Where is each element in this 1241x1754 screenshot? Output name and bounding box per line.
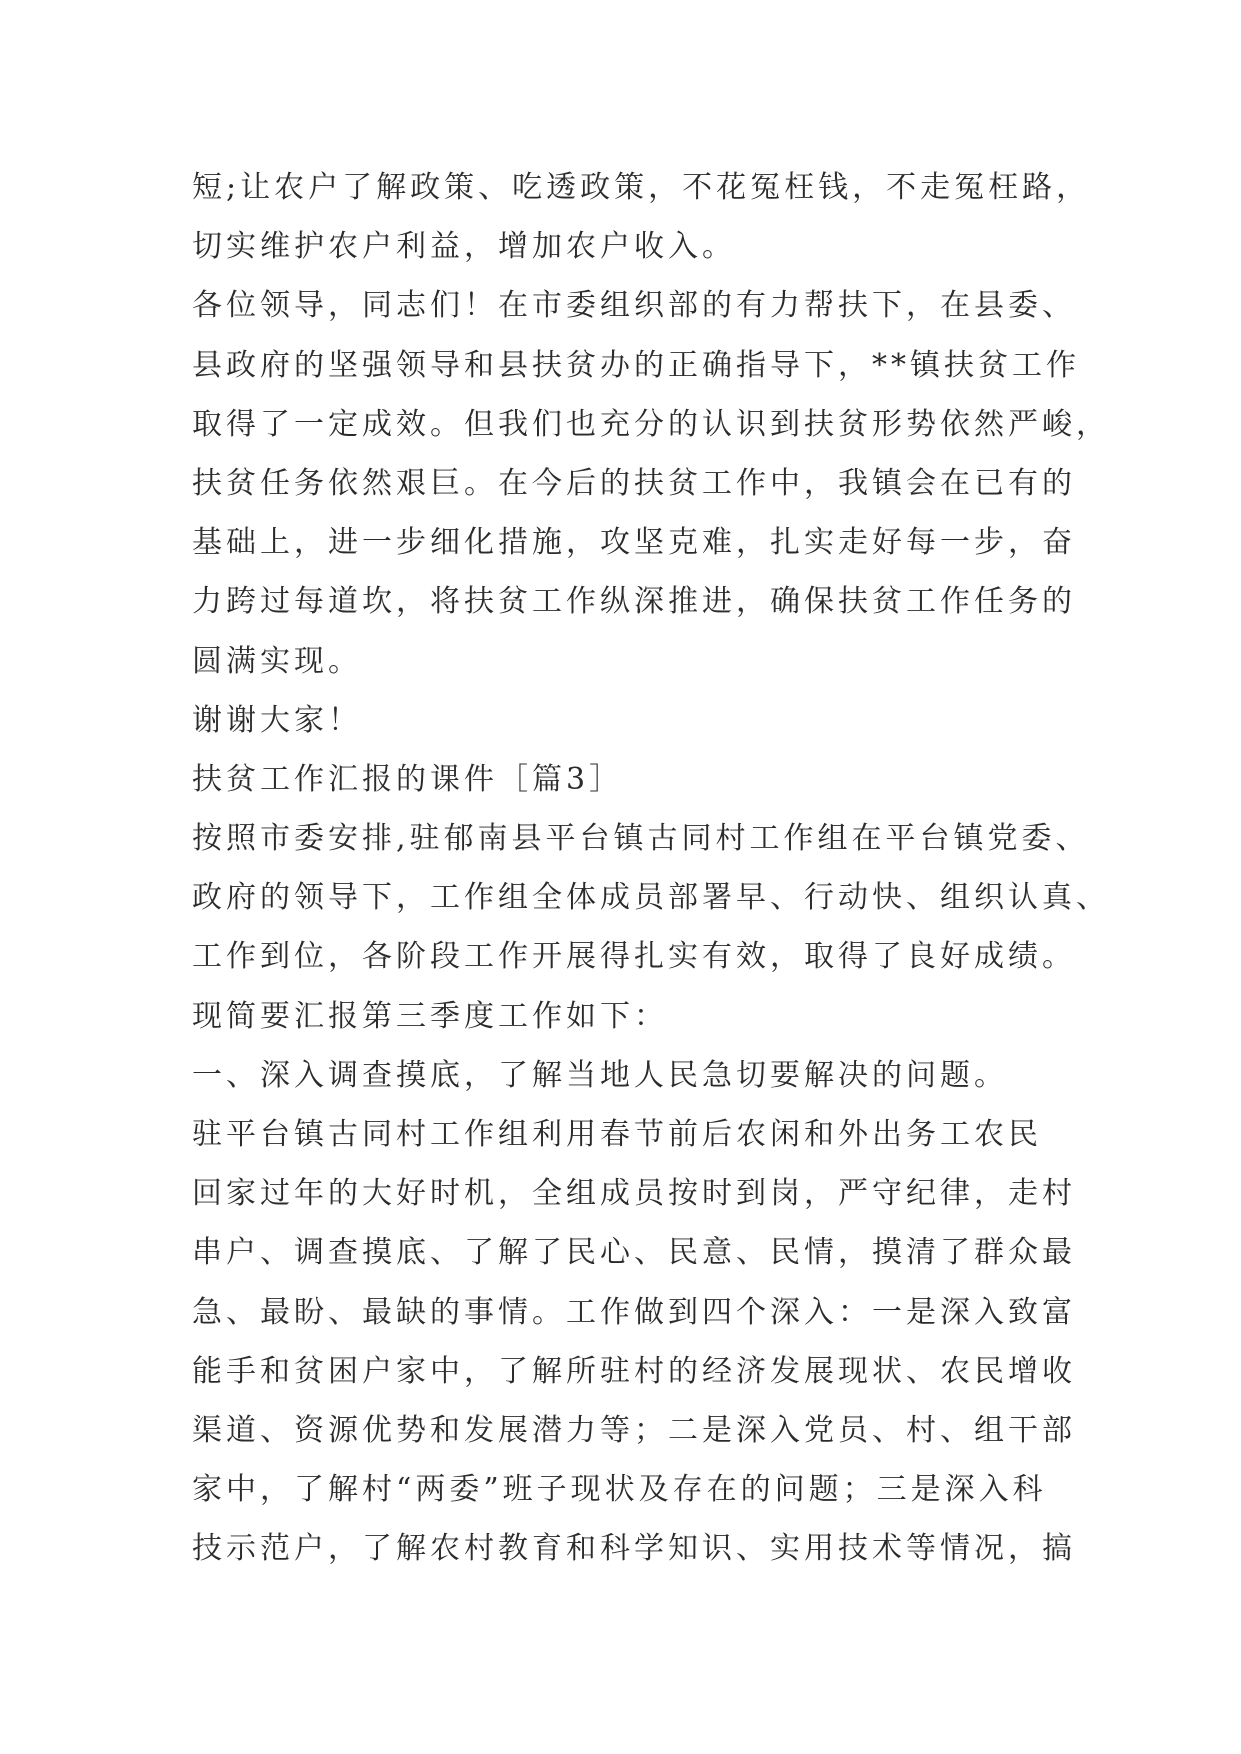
- text-line: 按照市委安排,驻郁南县平台镇古同村工作组在平台镇党委、: [192, 821, 1090, 857]
- text-line: 谢谢大家！: [192, 702, 362, 738]
- text-line: 工作到位，各阶段工作开展得扎实有效，取得了良好成绩。: [192, 939, 1076, 975]
- text-line: 回家过年的大好时机，全组成员按时到岗，严守纪律，走村: [192, 1176, 1076, 1212]
- text-line: 短;让农户了解政策、吃透政策，不花冤枉钱，不走冤枉路，: [192, 170, 1091, 205]
- text-line: 驻平台镇古同村工作组利用春节前后农闲和外出务工农民: [192, 1117, 1042, 1152]
- text-line: 政府的领导下，工作组全体成员部署早、行动快、组织认真、: [192, 880, 1110, 916]
- text-line: 急、最盼、最缺的事情。工作做到四个深入：一是深入致富: [192, 1294, 1076, 1330]
- text-line: 切实维护农户利益，增加农户收入。: [192, 229, 736, 265]
- text-line: 各位领导，同志们！在市委组织部的有力帮扶下，在县委、: [192, 288, 1076, 324]
- text-line: 现简要汇报第三季度工作如下：: [192, 998, 668, 1034]
- section-heading: 扶贫工作汇报的课件［篇3］: [192, 761, 624, 797]
- text-line: 串户、调查摸底、了解了民心、民意、民情，摸清了群众最: [192, 1235, 1076, 1271]
- subsection-heading: 一、深入调查摸底，了解当地人民急切要解决的问题。: [192, 1057, 1008, 1093]
- text-line: 圆满实现。: [192, 643, 362, 679]
- text-line: 能手和贫困户家中，了解所驻村的经济发展现状、农民增收: [192, 1353, 1076, 1389]
- text-line: 渠道、资源优势和发展潜力等；二是深入党员、村、组干部: [192, 1412, 1076, 1448]
- text-line: 基础上，进一步细化措施，攻坚克难，扎实走好每一步，奋: [192, 525, 1076, 561]
- text-line: 取得了一定成效。但我们也充分的认识到扶贫形势依然严峻，: [192, 406, 1110, 442]
- text-line: 技示范户，了解农村教育和科学知识、实用技术等情况，搞: [192, 1531, 1076, 1567]
- text-line: 家中，了解村“两委”班子现状及存在的问题；三是深入科: [192, 1472, 1047, 1508]
- text-line: 力跨过每道坎，将扶贫工作纵深推进，确保扶贫工作任务的: [192, 584, 1076, 620]
- body-text: [192, 158, 1110, 1579]
- text-line: 扶贫任务依然艰巨。在今后的扶贫工作中，我镇会在已有的: [192, 465, 1076, 501]
- text-line: 县政府的坚强领导和县扶贫办的正确指导下，**镇扶贫工作: [192, 347, 1080, 383]
